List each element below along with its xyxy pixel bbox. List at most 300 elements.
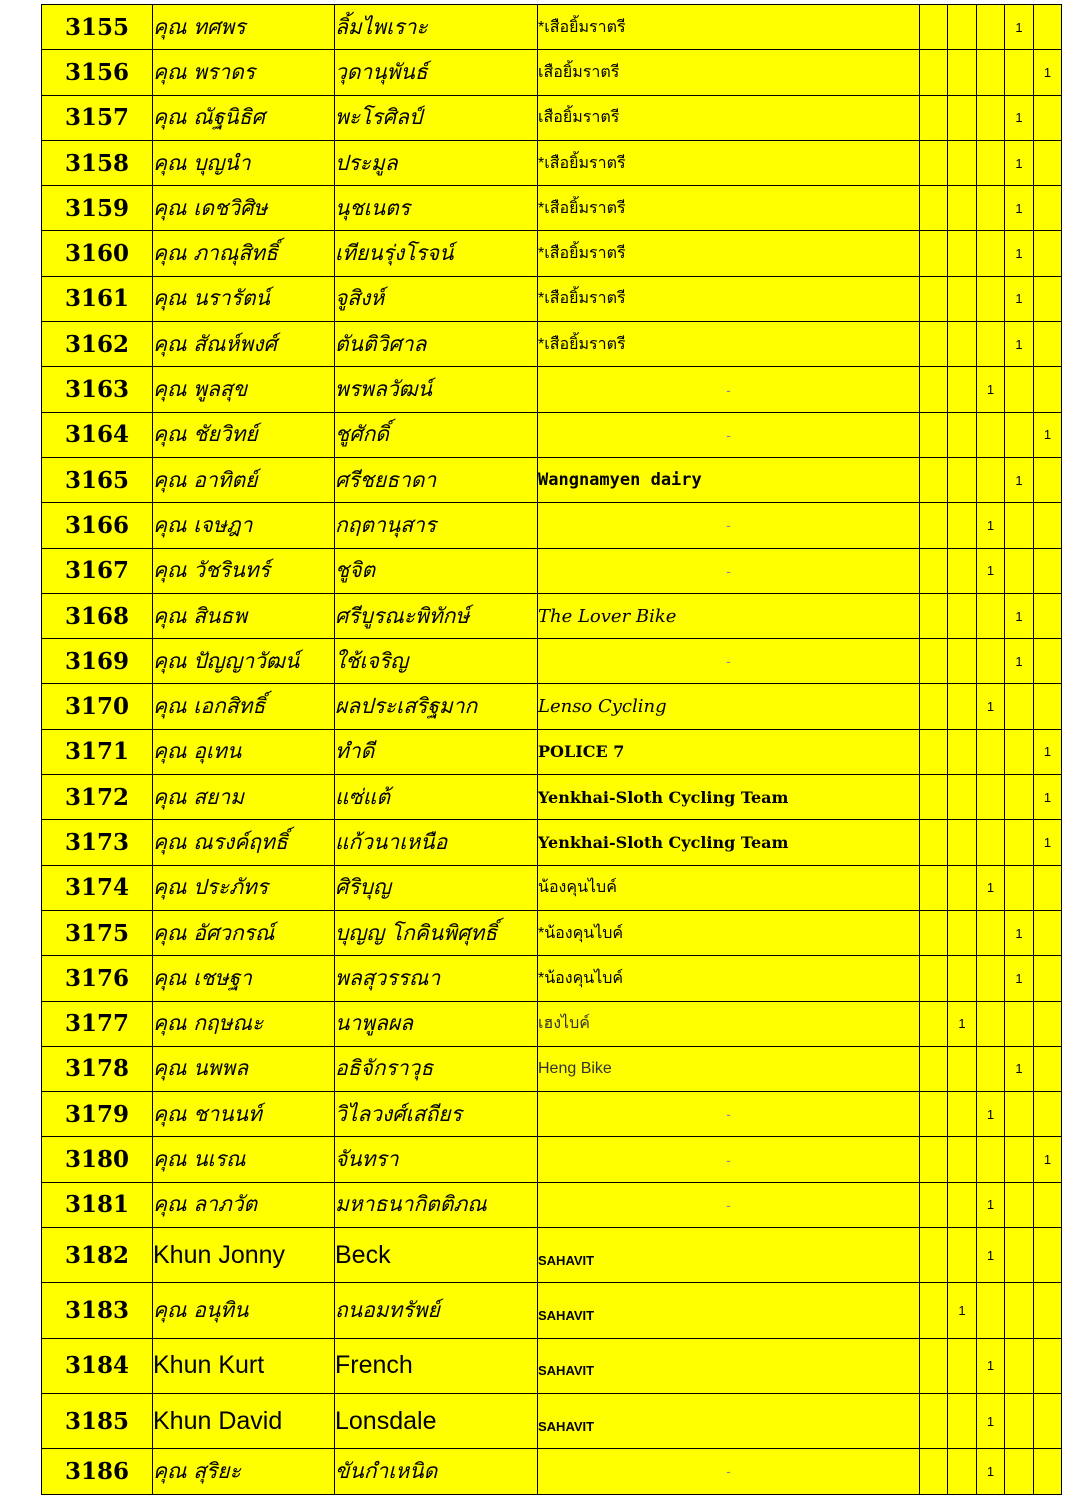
team-cell: - [538,1092,920,1137]
category-mark-cell [1034,186,1062,231]
category-mark-cell: 1 [1005,5,1034,50]
category-mark-cell [977,322,1005,367]
first-name-cell: คุณ อุเทน [153,729,335,774]
category-mark-cell [1034,910,1062,955]
table-row [42,50,1062,95]
team-cell: *เสือยิ้มราตรี [538,140,920,185]
participant-number: 3179 [42,1092,153,1137]
category-mark-cell [920,322,948,367]
team-cell: SAHAVIT [538,1393,920,1448]
team-cell: *เสือยิ้มราตรี [538,231,920,276]
category-mark-cell [948,1449,977,1494]
category-mark-cell: 1 [1005,95,1034,140]
category-mark-cell [948,1182,977,1227]
category-mark-cell: 1 [1005,1046,1034,1091]
category-mark-cell [1034,639,1062,684]
participant-number: 3186 [42,1449,153,1494]
category-mark-cell [1005,820,1034,865]
category-mark-cell [920,775,948,820]
category-mark-cell: 1 [1005,140,1034,185]
first-name-cell: คุณ ประภัทร [153,865,335,910]
category-mark-cell: 1 [1005,910,1034,955]
participant-number: 3180 [42,1137,153,1182]
team-cell: น้องคุนไบค์ [538,865,920,910]
table-row [42,5,1062,50]
category-mark-cell [920,1283,948,1338]
participant-number: 3161 [42,276,153,321]
table-row [42,1001,1062,1046]
last-name-cell: ตันติวิศาล [335,322,538,367]
category-mark-cell [920,95,948,140]
category-mark-cell [948,910,977,955]
first-name-cell: คุณ นเรณ [153,1137,335,1182]
category-mark-cell [1005,50,1034,95]
category-mark-cell [920,276,948,321]
category-mark-cell [977,231,1005,276]
participant-number: 3169 [42,639,153,684]
category-mark-cell: 1 [1034,729,1062,774]
category-mark-cell: 1 [977,1182,1005,1227]
category-mark-cell [948,367,977,412]
first-name-cell: คุณ ลาภวัต [153,1182,335,1227]
last-name-cell: เทียนรุ่งโรจน์ [335,231,538,276]
participant-number: 3178 [42,1046,153,1091]
category-mark-cell [948,5,977,50]
category-mark-cell [1034,322,1062,367]
category-mark-cell [1005,1001,1034,1046]
table-row [42,1338,1062,1393]
category-mark-cell [1034,1283,1062,1338]
participant-number: 3168 [42,593,153,638]
team-cell: - [538,1182,920,1227]
first-name-cell: คุณ อาทิตย์ [153,457,335,502]
team-cell: Lenso Cycling [538,684,920,729]
participant-table [41,4,1062,1495]
table-row [42,186,1062,231]
participant-number: 3167 [42,548,153,593]
last-name-cell: นาพูลผล [335,1001,538,1046]
category-mark-cell: 1 [977,1393,1005,1448]
last-name-cell: Beck [335,1228,538,1283]
category-mark-cell [977,276,1005,321]
table-row [42,820,1062,865]
category-mark-cell: 1 [1034,50,1062,95]
first-name-cell: คุณ กฤษณะ [153,1001,335,1046]
participant-number: 3164 [42,412,153,457]
last-name-cell: อธิจักราวุธ [335,1046,538,1091]
category-mark-cell [977,956,1005,1001]
category-mark-cell: 1 [1034,775,1062,820]
table-row [42,956,1062,1001]
category-mark-cell [1034,1393,1062,1448]
category-mark-cell [948,820,977,865]
category-mark-cell: 1 [977,1092,1005,1137]
table-row [42,1228,1062,1283]
team-cell: - [538,367,920,412]
category-mark-cell [948,1338,977,1393]
last-name-cell: พลสุวรรณา [335,956,538,1001]
last-name-cell: วุดานุพันธ์ [335,50,538,95]
team-cell: - [538,412,920,457]
category-mark-cell [948,1137,977,1182]
team-cell: *น้องคุนไบค์ [538,956,920,1001]
category-mark-cell: 1 [1034,412,1062,457]
category-mark-cell [920,503,948,548]
category-mark-cell: 1 [1034,820,1062,865]
category-mark-cell [948,1046,977,1091]
category-mark-cell: 1 [1005,231,1034,276]
category-mark-cell [977,729,1005,774]
category-mark-cell [948,95,977,140]
category-mark-cell [1005,1182,1034,1227]
category-mark-cell: 1 [1005,956,1034,1001]
first-name-cell: คุณ เจษฎา [153,503,335,548]
category-mark-cell [1034,1338,1062,1393]
first-name-cell: คุณ พราดร [153,50,335,95]
category-mark-cell [948,1228,977,1283]
team-cell: Wangnamyen dairy [538,457,920,502]
team-cell: Yenkhai-Sloth Cycling Team [538,820,920,865]
last-name-cell: ชูจิต [335,548,538,593]
last-name-cell: ศรีชยธาดา [335,457,538,502]
table-row [42,503,1062,548]
team-cell: เฮงไบค์ [538,1001,920,1046]
last-name-cell: ประมูล [335,140,538,185]
category-mark-cell [920,956,948,1001]
first-name-cell: คุณ ชัยวิทย์ [153,412,335,457]
category-mark-cell: 1 [977,503,1005,548]
last-name-cell: ศรีบูรณะพิทักษ์ [335,593,538,638]
category-mark-cell: 1 [1005,593,1034,638]
table-row [42,1393,1062,1448]
team-cell: *เสือยิ้มราตรี [538,276,920,321]
category-mark-cell [1034,1046,1062,1091]
category-mark-cell [920,1228,948,1283]
category-mark-cell [920,684,948,729]
first-name-cell: Khun Kurt [153,1338,335,1393]
participant-number: 3170 [42,684,153,729]
first-name-cell: คุณ เชษฐา [153,956,335,1001]
first-name-cell: คุณ สยาม [153,775,335,820]
first-name-cell: คุณ อัศวกรณ์ [153,910,335,955]
category-mark-cell [948,684,977,729]
participant-number: 3171 [42,729,153,774]
category-mark-cell [920,865,948,910]
last-name-cell: วิไลวงศ์เสถียร [335,1092,538,1137]
category-mark-cell [920,457,948,502]
participant-number: 3155 [42,5,153,50]
category-mark-cell [1034,5,1062,50]
category-mark-cell [1005,1137,1034,1182]
table-row [42,367,1062,412]
category-mark-cell [977,140,1005,185]
first-name-cell: คุณ ทศพร [153,5,335,50]
category-mark-cell: 1 [948,1283,977,1338]
category-mark-cell [1034,503,1062,548]
first-name-cell: คุณ วัชรินทร์ [153,548,335,593]
category-mark-cell [920,186,948,231]
team-cell: *เสือยิ้มราตรี [538,5,920,50]
category-mark-cell [977,820,1005,865]
team-cell: SAHAVIT [538,1283,920,1338]
participant-number: 3182 [42,1228,153,1283]
participant-number: 3156 [42,50,153,95]
category-mark-cell [1034,1449,1062,1494]
participant-number: 3163 [42,367,153,412]
first-name-cell: คุณ บุญนำ [153,140,335,185]
category-mark-cell [1034,276,1062,321]
participant-number: 3184 [42,1338,153,1393]
first-name-cell: คุณ ณัฐนิธิศ [153,95,335,140]
category-mark-cell [920,140,948,185]
table-row [42,548,1062,593]
team-cell: - [538,639,920,684]
category-mark-cell [1034,231,1062,276]
participant-table-body [42,5,1062,1495]
team-cell: - [538,548,920,593]
first-name-cell: คุณ สินธพ [153,593,335,638]
participant-number: 3172 [42,775,153,820]
category-mark-cell [920,548,948,593]
category-mark-cell: 1 [1005,457,1034,502]
table-row [42,231,1062,276]
last-name-cell: กฤตานุสาร [335,503,538,548]
category-mark-cell [920,1001,948,1046]
participant-number: 3162 [42,322,153,367]
first-name-cell: คุณ สุริยะ [153,1449,335,1494]
category-mark-cell [977,457,1005,502]
first-name-cell: คุณ เดชวิศิษ [153,186,335,231]
category-mark-cell [1005,684,1034,729]
category-mark-cell [920,5,948,50]
category-mark-cell [977,1001,1005,1046]
table-row [42,775,1062,820]
category-mark-cell [948,457,977,502]
last-name-cell: แก้วนาเหนือ [335,820,538,865]
category-mark-cell [920,412,948,457]
table-row [42,910,1062,955]
participant-number: 3173 [42,820,153,865]
participant-number: 3174 [42,865,153,910]
last-name-cell: ทำดี [335,729,538,774]
team-cell: *น้องคุนไบค์ [538,910,920,955]
category-mark-cell [977,5,1005,50]
team-cell: *เสือยิ้มราตรี [538,186,920,231]
category-mark-cell [1034,684,1062,729]
last-name-cell: มหาธนากิตติภณ [335,1182,538,1227]
category-mark-cell [920,1393,948,1448]
category-mark-cell [1005,367,1034,412]
team-cell: - [538,1449,920,1494]
first-name-cell: คุณ นรารัตน์ [153,276,335,321]
participant-number: 3185 [42,1393,153,1448]
category-mark-cell [1005,503,1034,548]
last-name-cell: จันทรา [335,1137,538,1182]
first-name-cell: คุณ ภาณุสิทธิ์ [153,231,335,276]
table-row [42,457,1062,502]
category-mark-cell [920,1338,948,1393]
category-mark-cell [1034,865,1062,910]
category-mark-cell [948,956,977,1001]
category-mark-cell: 1 [977,1338,1005,1393]
last-name-cell: แซ่แต้ [335,775,538,820]
category-mark-cell [1005,1283,1034,1338]
table-row [42,684,1062,729]
table-row [42,140,1062,185]
category-mark-cell [920,593,948,638]
category-mark-cell [1034,593,1062,638]
category-mark-cell [977,186,1005,231]
participant-number: 3175 [42,910,153,955]
category-mark-cell [1034,1228,1062,1283]
last-name-cell: ขันกำเหนิด [335,1449,538,1494]
last-name-cell: นุชเนตร [335,186,538,231]
category-mark-cell [948,593,977,638]
first-name-cell: คุณ นพพล [153,1046,335,1091]
last-name-cell: ชูศักดิ์ [335,412,538,457]
last-name-cell: บุญญ โกคินพิศุทธิ์ [335,910,538,955]
table-row [42,322,1062,367]
category-mark-cell: 1 [1005,322,1034,367]
table-row [42,276,1062,321]
category-mark-cell [948,1393,977,1448]
category-mark-cell [920,1182,948,1227]
first-name-cell: คุณ เอกสิทธิ์ [153,684,335,729]
last-name-cell: ศิริบุญ [335,865,538,910]
category-mark-cell [1005,1449,1034,1494]
category-mark-cell: 1 [977,1449,1005,1494]
category-mark-cell [948,186,977,231]
category-mark-cell [977,1283,1005,1338]
category-mark-cell: 1 [1005,276,1034,321]
first-name-cell: Khun Jonny [153,1228,335,1283]
first-name-cell: คุณ ณรงค์ฤทธิ์ [153,820,335,865]
participant-number: 3181 [42,1182,153,1227]
category-mark-cell [948,412,977,457]
category-mark-cell: 1 [1005,186,1034,231]
category-mark-cell [1034,1001,1062,1046]
category-mark-cell [977,412,1005,457]
participant-number: 3165 [42,457,153,502]
category-mark-cell [1034,457,1062,502]
category-mark-cell: 1 [977,684,1005,729]
table-row [42,1046,1062,1091]
last-name-cell: ถนอมทรัพย์ [335,1283,538,1338]
participant-number: 3157 [42,95,153,140]
category-mark-cell [948,140,977,185]
category-mark-cell [977,95,1005,140]
category-mark-cell [1005,729,1034,774]
team-cell: - [538,503,920,548]
team-cell: Heng Bike [538,1046,920,1091]
category-mark-cell [1005,1338,1034,1393]
team-cell: *เสือยิ้มราตรี [538,322,920,367]
category-mark-cell [920,910,948,955]
participant-number: 3160 [42,231,153,276]
last-name-cell: ใช้เจริญ [335,639,538,684]
category-mark-cell: 1 [977,548,1005,593]
category-mark-cell [948,1092,977,1137]
last-name-cell: Lonsdale [335,1393,538,1448]
table-row [42,1449,1062,1494]
table-row [42,1092,1062,1137]
category-mark-cell [948,548,977,593]
team-cell: - [538,1137,920,1182]
table-row [42,412,1062,457]
team-cell: เสือยิ้มราตรี [538,50,920,95]
last-name-cell: จูสิงห์ [335,276,538,321]
team-cell: The Lover Bike [538,593,920,638]
first-name-cell: คุณ ปัญญาวัฒน์ [153,639,335,684]
team-cell: POLICE 7 [538,729,920,774]
last-name-cell: ผลประเสริฐมาก [335,684,538,729]
category-mark-cell [920,1449,948,1494]
participant-number: 3177 [42,1001,153,1046]
category-mark-cell [920,1137,948,1182]
participant-number: 3158 [42,140,153,185]
last-name-cell: ลิ้มไพเราะ [335,5,538,50]
participant-number: 3159 [42,186,153,231]
category-mark-cell [948,322,977,367]
first-name-cell: คุณ สัณห์พงศ์ [153,322,335,367]
team-cell: เสือยิ้มราตรี [538,95,920,140]
category-mark-cell [1034,1092,1062,1137]
category-mark-cell [920,50,948,95]
category-mark-cell [920,729,948,774]
category-mark-cell [948,276,977,321]
category-mark-cell [1034,95,1062,140]
participant-number: 3183 [42,1283,153,1338]
category-mark-cell [948,503,977,548]
table-row [42,1182,1062,1227]
first-name-cell: Khun David [153,1393,335,1448]
category-mark-cell [920,367,948,412]
table-row [42,639,1062,684]
category-mark-cell [920,1046,948,1091]
category-mark-cell [920,639,948,684]
category-mark-cell [920,820,948,865]
category-mark-cell: 1 [977,1228,1005,1283]
category-mark-cell [948,729,977,774]
team-cell: Yenkhai-Sloth Cycling Team [538,775,920,820]
category-mark-cell: 1 [1034,1137,1062,1182]
category-mark-cell [948,775,977,820]
category-mark-cell [1034,140,1062,185]
table-row [42,95,1062,140]
category-mark-cell [977,593,1005,638]
category-mark-cell [1034,1182,1062,1227]
category-mark-cell [1005,1228,1034,1283]
last-name-cell: พะโรศิลป์ [335,95,538,140]
category-mark-cell [1034,548,1062,593]
category-mark-cell: 1 [948,1001,977,1046]
category-mark-cell [1034,367,1062,412]
category-mark-cell [1034,956,1062,1001]
category-mark-cell: 1 [1005,639,1034,684]
category-mark-cell [977,50,1005,95]
category-mark-cell [920,231,948,276]
category-mark-cell [1005,1393,1034,1448]
table-row [42,593,1062,638]
table-row [42,1137,1062,1182]
first-name-cell: คุณ ชานนท์ [153,1092,335,1137]
participant-number: 3166 [42,503,153,548]
category-mark-cell [948,639,977,684]
table-row [42,1283,1062,1338]
category-mark-cell: 1 [977,865,1005,910]
category-mark-cell [1005,775,1034,820]
table-row [42,729,1062,774]
